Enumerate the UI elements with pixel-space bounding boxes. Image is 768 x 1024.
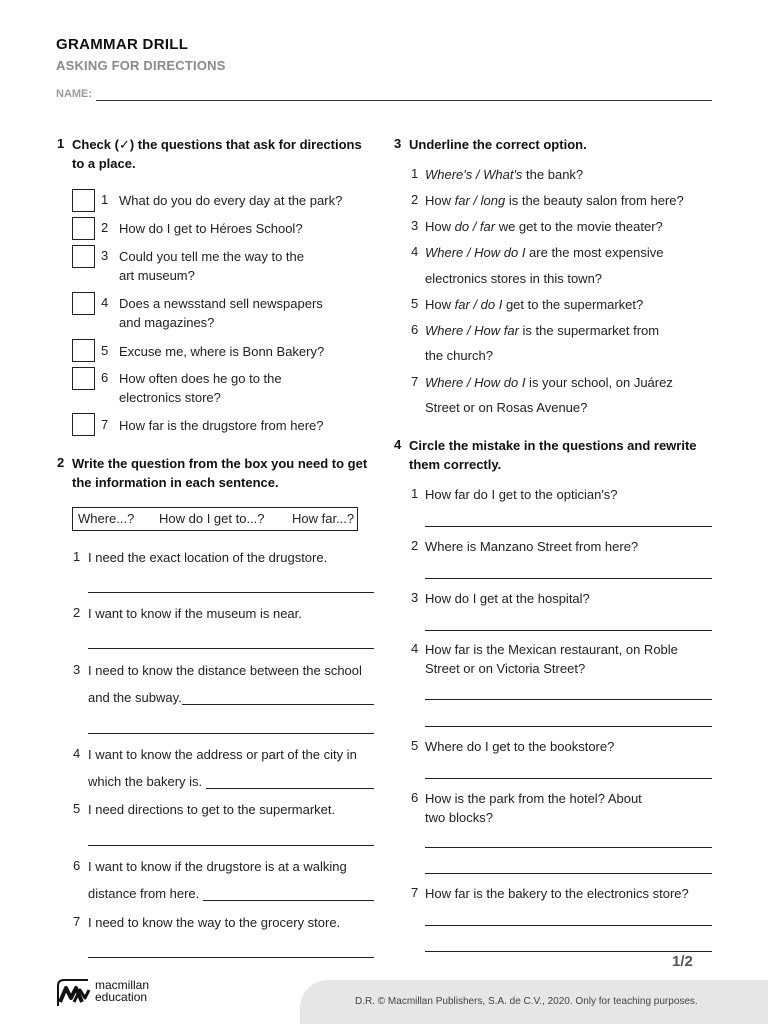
exercise-1-instruction: Check (✓) the questions that ask for directions to a place. bbox=[72, 137, 362, 171]
answer-line[interactable] bbox=[425, 699, 712, 700]
item-number: 3 bbox=[411, 590, 419, 605]
page-subtitle: ASKING FOR DIRECTIONS bbox=[56, 58, 226, 73]
answer-line[interactable] bbox=[88, 733, 374, 734]
checkbox-4[interactable] bbox=[72, 292, 95, 315]
item-number: 6 bbox=[411, 790, 419, 805]
exercise-4-instruction: Circle the mistake in the questions and rewrite them correctly. bbox=[409, 438, 697, 472]
word-box-option: Where...? bbox=[78, 511, 135, 526]
logo-wordmark: macmillan education bbox=[95, 978, 150, 1004]
answer-line[interactable] bbox=[88, 648, 374, 649]
item-number: 5 bbox=[411, 738, 419, 753]
exercise-3-number: 3 bbox=[394, 136, 402, 151]
ex2-item-4-text-cont: which the bakery is. bbox=[88, 774, 203, 789]
answer-line[interactable] bbox=[88, 957, 374, 958]
item-number: 1 bbox=[411, 166, 419, 181]
answer-line[interactable] bbox=[203, 900, 374, 901]
word-box-option: How far...? bbox=[292, 511, 355, 526]
word-box bbox=[72, 507, 358, 531]
item-number: 6 bbox=[101, 370, 109, 385]
item-number: 6 bbox=[73, 858, 81, 873]
ex4-item-5-text: Where do I get to the bookstore? bbox=[425, 739, 615, 754]
answer-line[interactable] bbox=[425, 578, 712, 579]
item-number: 7 bbox=[411, 885, 419, 900]
answer-line[interactable] bbox=[425, 925, 712, 926]
item-number: 2 bbox=[73, 605, 81, 620]
ex3-item-4-text-cont: electronics stores in this town? bbox=[425, 271, 603, 286]
checkbox-5[interactable] bbox=[72, 339, 95, 362]
answer-line[interactable] bbox=[425, 847, 712, 848]
checkbox-2[interactable] bbox=[72, 217, 95, 240]
item-number: 3 bbox=[411, 218, 419, 233]
item-number: 3 bbox=[101, 248, 109, 263]
answer-line[interactable] bbox=[88, 845, 374, 846]
exercise-3-instruction: Underline the correct option. bbox=[409, 137, 587, 152]
exercise-1-number: 1 bbox=[57, 136, 65, 151]
answer-line[interactable] bbox=[206, 788, 374, 789]
ex2-item-3-text-cont: and the subway. bbox=[88, 690, 182, 705]
item-number: 6 bbox=[411, 322, 419, 337]
exercise-4-number: 4 bbox=[394, 437, 402, 452]
ex2-item-6-text-cont: distance from here. bbox=[88, 886, 200, 901]
ex4-item-3-text: How do I get at the hospital? bbox=[425, 591, 590, 606]
name-label: NAME: bbox=[56, 88, 93, 100]
answer-line[interactable] bbox=[425, 526, 712, 527]
item-number: 2 bbox=[411, 192, 419, 207]
ex1-item-3-text: Could you tell me the way to the art museum? bbox=[119, 249, 304, 283]
item-number: 4 bbox=[73, 746, 81, 761]
item-number: 5 bbox=[411, 296, 419, 311]
answer-line[interactable] bbox=[425, 778, 712, 779]
ex4-item-6-text: How is the park from the hotel? About two blocks? bbox=[425, 791, 642, 825]
ex3-item-1-text: Where's / What's the bank? bbox=[425, 167, 584, 182]
ex3-item-2-text: How far / long is the beauty salon from here? bbox=[425, 193, 684, 208]
answer-line[interactable] bbox=[425, 951, 712, 952]
ex4-item-7-text: How far is the bakery to the electronics store? bbox=[425, 886, 689, 901]
item-number: 7 bbox=[73, 914, 81, 929]
ex1-item-6-text: How often does he go to the electronics store? bbox=[119, 371, 282, 405]
item-number: 4 bbox=[101, 295, 109, 310]
word-box-option: How do I get to...? bbox=[159, 511, 265, 526]
ex2-item-2-text: I want to know if the museum is near. bbox=[88, 606, 302, 621]
ex3-item-6-text-cont: the church? bbox=[425, 348, 493, 363]
ex2-item-3-text: I need to know the distance between the school bbox=[88, 663, 362, 678]
item-number: 2 bbox=[101, 220, 109, 235]
ex2-item-6-text: I want to know if the drugstore is at a walking bbox=[88, 859, 347, 874]
answer-line[interactable] bbox=[425, 873, 712, 874]
exercise-2-number: 2 bbox=[57, 455, 65, 470]
item-number: 7 bbox=[101, 417, 109, 432]
ex1-item-7-text: How far is the drugstore from here? bbox=[119, 418, 324, 433]
answer-line[interactable] bbox=[425, 630, 712, 631]
item-number: 4 bbox=[411, 244, 419, 259]
checkbox-1[interactable] bbox=[72, 189, 95, 212]
ex3-item-5-text: How far / do I get to the supermarket? bbox=[425, 297, 644, 312]
ex2-item-4-text: I want to know the address or part of the city in bbox=[88, 747, 357, 762]
ex4-item-1-text: How far do I get to the optician's? bbox=[425, 487, 618, 502]
item-number: 1 bbox=[101, 192, 109, 207]
page-number: 1/2 bbox=[672, 953, 693, 970]
ex1-item-4-text: Does a newsstand sell newspapers and magazines? bbox=[119, 296, 323, 330]
ex2-item-5-text: I need directions to get to the supermarket. bbox=[88, 802, 336, 817]
ex2-item-7-text: I need to know the way to the grocery store. bbox=[88, 915, 341, 930]
item-number: 2 bbox=[411, 538, 419, 553]
name-field-line[interactable] bbox=[96, 100, 712, 101]
item-number: 7 bbox=[411, 374, 419, 389]
ex3-item-3-text: How do / far we get to the movie theater? bbox=[425, 219, 663, 234]
item-number: 5 bbox=[101, 343, 109, 358]
ex3-item-6-text: Where / How far is the supermarket from bbox=[425, 323, 660, 338]
item-number: 1 bbox=[73, 549, 81, 564]
page-title: GRAMMAR DRILL bbox=[56, 36, 189, 53]
ex2-item-1-text: I need the exact location of the drugstore. bbox=[88, 550, 328, 565]
ex3-item-7-text: Where / How do I is your school, on Juárez bbox=[425, 375, 673, 390]
ex4-item-2-text: Where is Manzano Street from here? bbox=[425, 539, 639, 554]
item-number: 3 bbox=[73, 662, 81, 677]
answer-line[interactable] bbox=[88, 592, 374, 593]
ex4-item-4-text: How far is the Mexican restaurant, on Roble Street or on Victoria Street? bbox=[425, 642, 678, 676]
answer-line[interactable] bbox=[425, 726, 712, 727]
checkbox-7[interactable] bbox=[72, 413, 95, 436]
checkbox-6[interactable] bbox=[72, 367, 95, 390]
item-number: 5 bbox=[73, 801, 81, 816]
item-number: 1 bbox=[411, 486, 419, 501]
answer-line[interactable] bbox=[182, 704, 374, 705]
ex1-item-5-text: Excuse me, where is Bonn Bakery? bbox=[119, 344, 325, 359]
ex3-item-7-text-cont: Street or on Rosas Avenue? bbox=[425, 400, 588, 415]
checkbox-3[interactable] bbox=[72, 245, 95, 268]
exercise-2-instruction: Write the question from the box you need to get the information in each sentence. bbox=[72, 456, 368, 490]
item-number: 4 bbox=[411, 641, 419, 656]
ex1-item-1-text: What do you do every day at the park? bbox=[119, 193, 343, 208]
copyright-notice: D.R. © Macmillan Publishers, S.A. de C.V., 2020. Only for teaching purposes. bbox=[355, 996, 698, 1007]
ex3-item-4-text: Where / How do I are the most expensive bbox=[425, 245, 664, 260]
ex1-item-2-text: How do I get to Héroes School? bbox=[119, 221, 303, 236]
